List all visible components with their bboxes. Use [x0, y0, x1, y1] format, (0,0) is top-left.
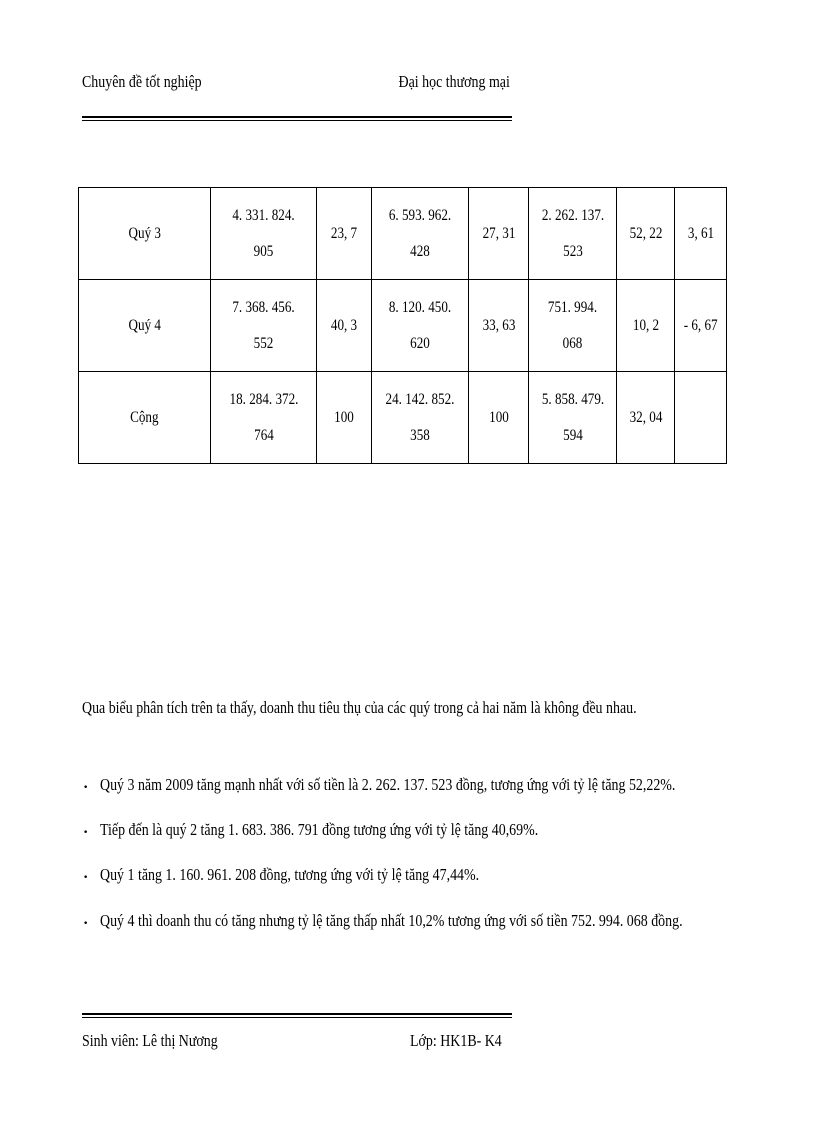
bullet-item: Quý 4 thì doanh thu có tăng nhưng tỷ lệ tăng thấp nhất 10,2% tương ứng với số tiền 752. 994. 068 đồng. — [100, 911, 683, 930]
table-cell: 100 — [317, 372, 372, 464]
page-footer — [82, 1031, 502, 1061]
table-cell: 24. 142. 852. 358 — [372, 372, 469, 464]
table-cell: 8. 120. 450. 620 — [372, 280, 469, 372]
row-label-cell: Quý 3 — [79, 188, 211, 280]
table-cell: 751. 994. 068 — [529, 280, 617, 372]
table-cell: 10, 2 — [617, 280, 675, 372]
table-cell: 6. 593. 962. 428 — [372, 188, 469, 280]
table-row — [79, 188, 727, 280]
analysis-intro: Qua biểu phân tích trên ta thấy, doanh thu tiêu thụ của các quý trong cả hai năm là không đều nhau. — [82, 698, 637, 717]
bullet-item: Quý 3 năm 2009 tăng mạnh nhất với số tiền là 2. 262. 137. 523 đồng, tương ứng với tỷ lệ tăng 52,22%. — [100, 775, 676, 794]
row-label-cell: Cộng — [79, 372, 211, 464]
bullet-marker — [82, 876, 88, 882]
table-row — [79, 280, 727, 372]
table-cell: 4. 331. 824. 905 — [211, 188, 317, 280]
table-cell: 52, 22 — [617, 188, 675, 280]
bullet-item: Quý 1 tăng 1. 160. 961. 208 đồng, tương ứng với tỷ lệ tăng 47,44%. — [100, 865, 480, 884]
table-cell: 18. 284. 372. 764 — [211, 372, 317, 464]
footer-divider — [82, 1013, 512, 1018]
bullet-item: Tiếp đến là quý 2 tăng 1. 683. 386. 791 đồng tương ứng với tỷ lệ tăng 40,69%. — [100, 820, 539, 839]
table-cell: 5. 858. 479. 594 — [529, 372, 617, 464]
header-thesis-title: Chuyên đề tốt nghiệp — [82, 72, 202, 91]
footer-class: Lớp: HK1B- K4 — [410, 1031, 502, 1050]
header-divider — [82, 116, 512, 121]
table-cell: 100 — [469, 372, 529, 464]
table-cell: - 6, 67 — [675, 280, 727, 372]
page-header — [82, 72, 510, 102]
revenue-table — [78, 187, 727, 464]
table-cell — [675, 372, 727, 464]
bullet-marker — [82, 831, 88, 837]
bullet-marker — [82, 786, 88, 792]
table-row — [79, 372, 727, 464]
table-cell: 3, 61 — [675, 188, 727, 280]
table-cell: 2. 262. 137. 523 — [529, 188, 617, 280]
row-label-cell: Quý 4 — [79, 280, 211, 372]
table-cell: 7. 368. 456. 552 — [211, 280, 317, 372]
table-cell: 33, 63 — [469, 280, 529, 372]
table-cell: 32, 04 — [617, 372, 675, 464]
footer-student: Sinh viên: Lê thị Nương — [82, 1031, 218, 1050]
bullet-marker — [82, 922, 88, 928]
header-university: Đại học thương mại — [398, 72, 510, 91]
table-cell: 23, 7 — [317, 188, 372, 280]
table-cell: 27, 31 — [469, 188, 529, 280]
table-cell: 40, 3 — [317, 280, 372, 372]
